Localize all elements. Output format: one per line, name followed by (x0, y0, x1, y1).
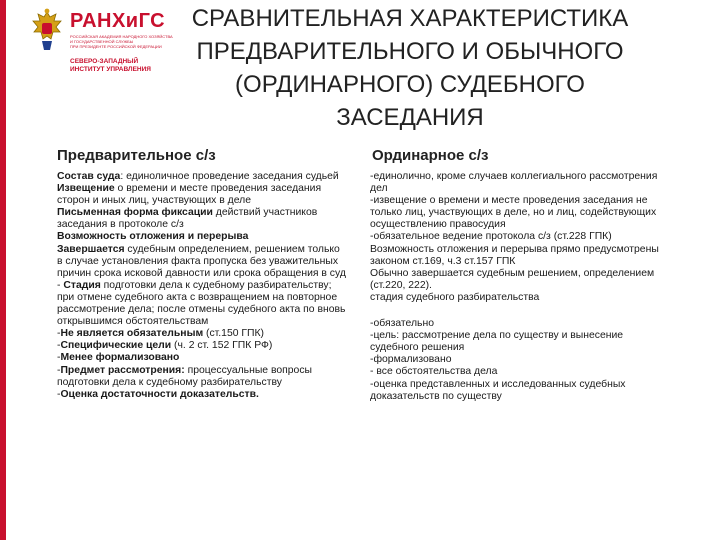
title-line: ПРЕДВАРИТЕЛЬНОГО И ОБЫЧНОГО (196, 38, 624, 65)
list-item: - Стадия подготовки дела к судебному разбирательству; при отмене судебного акта с возвращением на повторное рассмотрение дела; после отмены судебного акта по вновь открывшимся обстоятельствам (57, 279, 346, 328)
right-column (370, 171, 660, 403)
list-item: -Специфические цели (ч. 2 ст. 152 ГПК РФ) (57, 340, 273, 352)
logo-title: РАНХиГС (70, 10, 166, 32)
list-item: -извещение о времени и месте проведения заседания не только лиц, участвующих в деле, но и лиц, содействующих осуществлению правосудия (370, 195, 657, 231)
logo-subtitle-line: ПРИ ПРЕЗИДЕНТЕ РОССИЙСКОЙ ФЕДЕРАЦИИ (70, 44, 162, 49)
list-item: -формализовано (370, 354, 452, 366)
list-item: -оценка представленных и исследованных судебных доказательств по существу (370, 378, 626, 402)
logo-subtitle-line: И ГОСУДАРСТВЕННОЙ СЛУЖБЫ (70, 39, 134, 44)
title-line: (ОРДИНАРНОГО) СУДЕБНОГО (235, 71, 585, 98)
list-item: Извещение о времени и месте проведения заседания сторон и иных лиц, участвующих в деле (57, 183, 322, 207)
list-item: -Менее формализовано (57, 352, 180, 364)
list-item: -обязательное ведение протокола с/з (ст.228 ГПК) (370, 231, 612, 243)
spacer (370, 304, 660, 318)
eagle-emblem-icon (30, 8, 64, 52)
list-item: - все обстоятельства дела (370, 366, 498, 378)
list-item: -обязательно (370, 318, 434, 330)
list-item: Возможность отложения и перерыва прямо предусмотрены законом ст.169, ч.3 ст.157 ГПК (370, 243, 659, 267)
left-accent-bar (0, 0, 6, 540)
list-item: -цель: рассмотрение дела по существу и вынесение судебного решения (370, 330, 624, 354)
logo-subtitle (70, 34, 174, 49)
list-item: Завершается судебным определением, решением только в случае установления факта пропуска без уважительных причин срока исковой давности или срока обращения в суд (57, 243, 346, 279)
institution-logo (30, 8, 180, 73)
list-item: стадия судебного разбирательства (370, 291, 540, 303)
right-column-heading: Ординарное с/з (372, 147, 489, 164)
list-item: -Предмет рассмотрения: процессуальные вопросы подготовки дела к судебному разбирательству (57, 364, 312, 388)
list-item: -Оценка достаточности доказательств. (57, 388, 259, 400)
left-column-heading: Предварительное с/з (57, 147, 216, 164)
page-title (170, 2, 650, 134)
logo-branch-line: ИНСТИТУТ УПРАВЛЕНИЯ (70, 65, 151, 73)
title-line: ЗАСЕДАНИЯ (336, 104, 484, 131)
list-item: Письменная форма фиксации действий участников заседания в протоколе с/з (57, 207, 318, 231)
list-item: Возможность отложения и перерыва (57, 231, 249, 243)
logo-branch-line: СЕВЕРО-ЗАПАДНЫЙ (70, 58, 139, 65)
list-item: Состав суда: единоличное проведение заседания судьей (57, 171, 339, 182)
left-column (57, 171, 347, 401)
list-item: Обычно завершается судебным решением, определением (ст.220, 222). (370, 267, 655, 291)
logo-subtitle-line: РОССИЙСКАЯ АКАДЕМИЯ НАРОДНОГО ХОЗЯЙСТВА (70, 34, 173, 39)
list-item: -Не является обязательным (ст.150 ГПК) (57, 328, 265, 340)
list-item: -единолично, кроме случаев коллегиального рассмотрения дел (370, 171, 658, 195)
title-line: СРАВНИТЕЛЬНАЯ ХАРАКТЕРИСТИКА (191, 5, 629, 32)
logo-branch (70, 58, 151, 73)
